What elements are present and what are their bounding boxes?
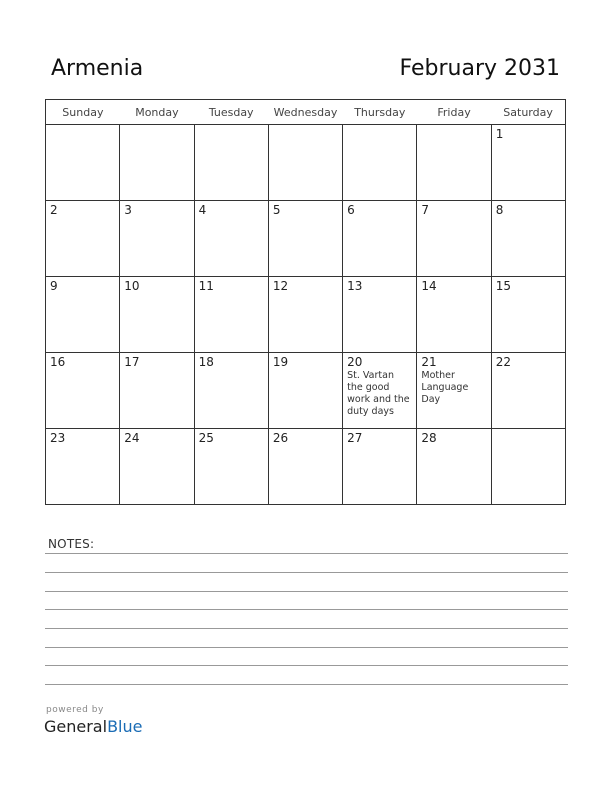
day-cell	[491, 429, 565, 505]
day-cell	[343, 277, 417, 353]
day-cell	[194, 201, 268, 277]
day-cell	[491, 353, 565, 429]
weekday-monday: Monday	[120, 100, 194, 125]
day-cell	[491, 277, 565, 353]
holiday-label: Mother Language Day	[421, 370, 469, 405]
day-cell	[343, 353, 417, 429]
day-number: 8	[495, 203, 504, 217]
day-cell	[46, 429, 120, 505]
day-cell	[417, 353, 491, 429]
weekday-wednesday: Wednesday	[268, 100, 342, 125]
day-number: 21	[421, 355, 437, 369]
note-line	[45, 553, 568, 554]
day-cell	[491, 201, 565, 277]
brand-blue: Blue	[107, 717, 143, 736]
weekday-thursday: Thursday	[343, 100, 417, 125]
day-cell	[417, 201, 491, 277]
day-number: 6	[347, 203, 355, 217]
week-row	[46, 201, 566, 277]
day-number: 2	[50, 203, 58, 217]
weekday-sunday: Sunday	[46, 100, 120, 125]
week-row	[46, 429, 566, 505]
day-cell	[194, 353, 268, 429]
day-number: 1	[495, 127, 504, 141]
day-number: 24	[124, 431, 140, 445]
day-number: 27	[347, 431, 363, 445]
weekday-friday: Friday	[417, 100, 491, 125]
note-line	[45, 665, 568, 666]
day-number: 28	[421, 431, 437, 445]
day-number: 26	[272, 431, 289, 445]
day-cell	[268, 353, 342, 429]
day-cell	[343, 125, 417, 201]
calendar-grid	[45, 99, 566, 505]
note-line	[45, 647, 568, 648]
note-line	[45, 628, 568, 629]
day-cell	[268, 277, 342, 353]
day-cell	[120, 125, 194, 201]
note-line	[45, 572, 568, 573]
day-number: 12	[272, 279, 289, 293]
generalblue-logo	[44, 717, 142, 736]
day-cell	[46, 125, 120, 201]
note-line	[45, 684, 568, 685]
holiday-label: St. Vartan the good work and the duty days	[347, 370, 410, 417]
brand-general: General	[44, 717, 108, 736]
weekday-header-row	[46, 100, 566, 125]
powered-by-text: powered by	[46, 705, 104, 715]
weekday-saturday: Saturday	[491, 100, 565, 125]
notes-label: NOTES:	[48, 537, 95, 551]
day-cell	[417, 277, 491, 353]
day-number: 17	[124, 355, 140, 369]
day-cell	[268, 429, 342, 505]
day-cell	[46, 201, 120, 277]
day-number: 22	[495, 355, 511, 369]
month-title: February 2031	[399, 56, 560, 81]
day-number: 4	[198, 203, 207, 217]
day-cell	[194, 277, 268, 353]
day-cell	[120, 201, 194, 277]
day-number: 25	[198, 431, 214, 445]
day-cell	[268, 125, 342, 201]
day-cell	[120, 429, 194, 505]
week-row	[46, 277, 566, 353]
day-number: 14	[421, 279, 437, 293]
week-row	[46, 353, 566, 429]
day-cell	[491, 125, 565, 201]
day-number: 7	[421, 203, 430, 217]
day-number: 23	[50, 431, 66, 445]
day-number: 19	[272, 355, 289, 369]
day-cell	[417, 429, 491, 505]
day-number: 11	[198, 279, 214, 293]
day-cell	[343, 429, 417, 505]
day-cell	[120, 353, 194, 429]
day-cell	[46, 353, 120, 429]
day-cell	[343, 201, 417, 277]
day-cell	[120, 277, 194, 353]
day-cell	[417, 125, 491, 201]
week-row	[46, 125, 566, 201]
day-number: 13	[347, 279, 363, 293]
day-number: 9	[50, 279, 58, 293]
day-number: 16	[50, 355, 66, 369]
day-number: 10	[124, 279, 140, 293]
day-cell	[46, 277, 120, 353]
day-number: 3	[124, 203, 132, 217]
day-cell	[194, 125, 268, 201]
day-number: 15	[495, 279, 511, 293]
day-number: 5	[272, 203, 281, 217]
day-cell	[194, 429, 268, 505]
day-cell	[268, 201, 342, 277]
day-number: 20	[347, 355, 363, 369]
note-line	[45, 591, 568, 592]
country-title: Armenia	[51, 56, 144, 81]
weekday-tuesday: Tuesday	[194, 100, 268, 125]
note-line	[45, 609, 568, 610]
day-number: 18	[198, 355, 214, 369]
